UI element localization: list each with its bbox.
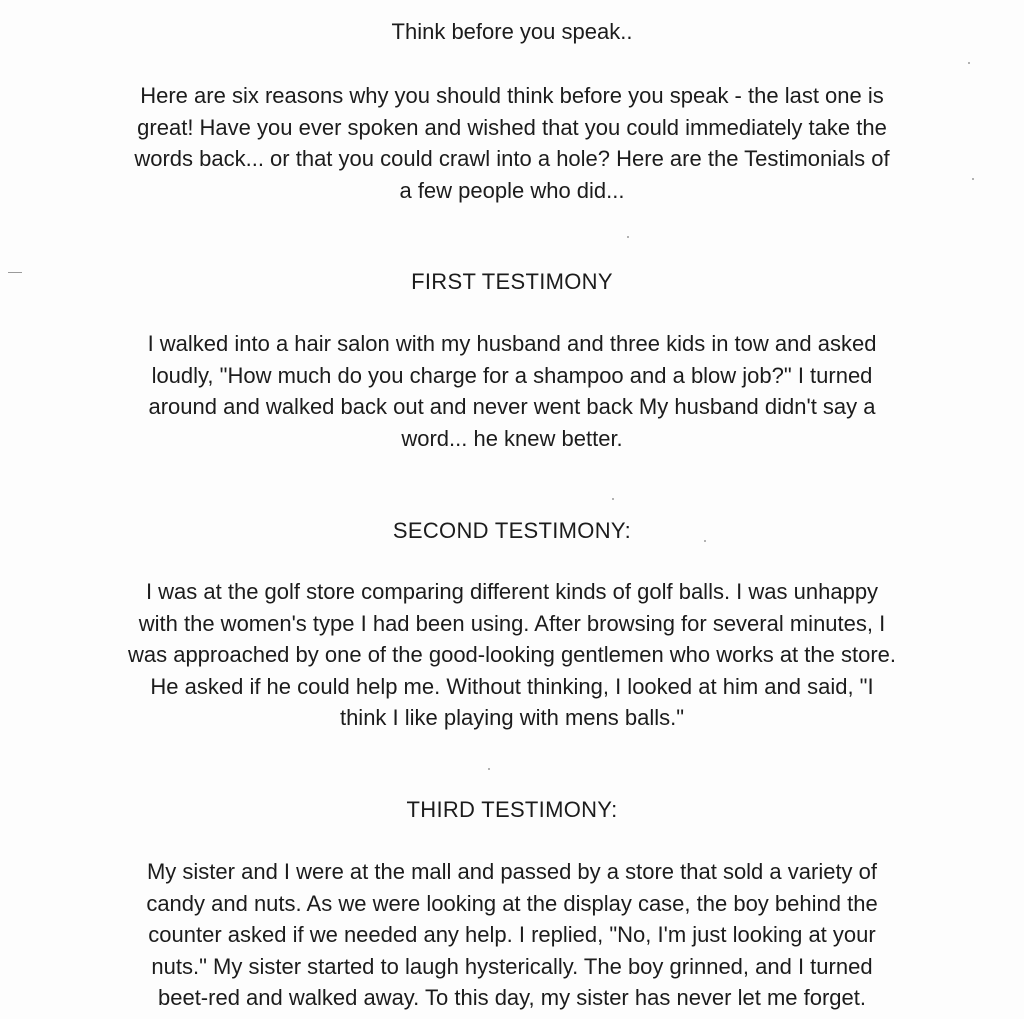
scan-speck [488,768,490,770]
intro-line: Here are six reasons why you should think before you speak - the last one is [140,83,884,108]
testimony-line: I was at the golf store comparing different kinds of golf balls. I was unhappy [145,579,879,604]
testimony-line: with the women's type I had been using. After browsing for several minutes, I [138,610,886,636]
scan-speck [972,178,974,180]
scan-speck [968,62,970,64]
testimony-line: beet-red and walked away. To this day, my sister has never let me forget. [157,985,866,1010]
intro-paragraph [6,80,1018,206]
scan-speck [612,498,614,500]
scan-speck [704,540,706,542]
intro-line: great! Have you ever spoken and wished that you could immediately take the [137,114,887,140]
testimony-line: He asked if he could help me. Without thinking, I looked at him and said, "I [150,673,874,699]
testimony-line: candy and nuts. As we were looking at the display case, the boy behind the [146,890,878,916]
second-testimony-heading: SECOND TESTIMONY: [392,518,632,543]
third-testimony-heading: THIRD TESTIMONY: [406,797,618,822]
testimony-line: think I like playing with mens balls." [339,705,685,730]
intro-line: a few people who did... [399,177,625,203]
scan-speck [8,272,22,273]
testimony-line: word... he knew better. [401,425,623,451]
testimony-line: My sister and I were at the mall and passed by a store that sold a variety of [146,859,878,884]
intro-line: words back... or that you could crawl into a hole? Here are the Testimonials of [134,146,890,171]
third-testimony-text [6,856,1018,1014]
testimony-line: counter asked if we needed any help. I replied, "No, I'm just looking at your [148,922,876,947]
testimony-line: nuts." My sister started to laugh hysterically. The boy grinned, and I turned [151,953,873,979]
document-title: Think before you speak.. [391,19,633,44]
testimony-line: around and walked back out and never went back My husband didn't say a [148,394,876,419]
second-testimony-text [6,576,1018,734]
first-testimony-text [6,328,1018,454]
scan-speck [627,236,629,238]
testimony-line: loudly, "How much do you charge for a shampoo and a blow job?" I turned [151,362,873,388]
testimony-line: was approached by one of the good-looking gentlemen who works at the store. [127,642,897,667]
testimony-line: I walked into a hair salon with my husband and three kids in tow and asked [147,331,877,356]
first-testimony-heading: FIRST TESTIMONY [411,269,613,294]
